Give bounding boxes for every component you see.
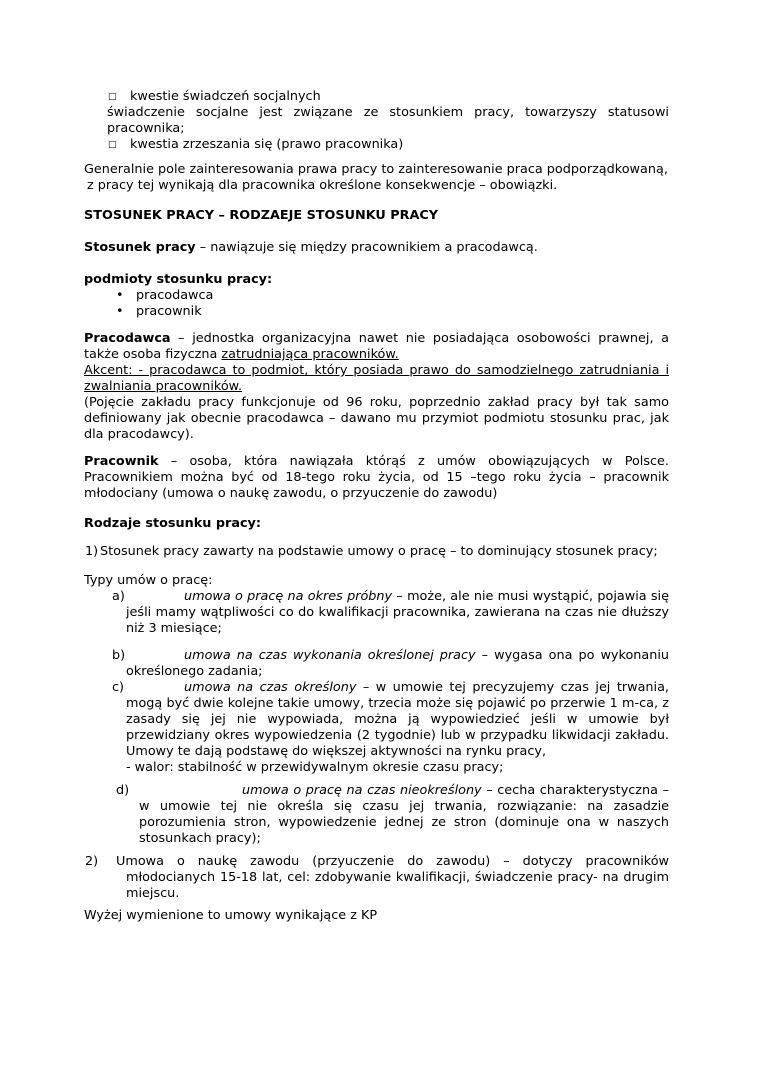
square-bullet-icon: □ (108, 92, 117, 102)
bullet-item-text: kwestie świadczeń socjalnych (130, 89, 321, 104)
subheading-rodzaje: Rodzaje stosunku pracy: (84, 516, 262, 531)
item-text: Umowa o naukę zawodu (przyuczenie do zawodu) – dotyczy pracowników młodocianych 15-18 lat, cel: zdobywanie kwalifikacji, świadczenie pracy- na drugim miejscu. (116, 854, 669, 901)
item-number: 1) (85, 544, 99, 559)
numbered-item-2 (85, 854, 669, 902)
item-letter: a) (112, 589, 125, 604)
paragraph-pracownik (84, 454, 669, 502)
subheading-podmioty: podmioty stosunku pracy: (84, 272, 273, 287)
contract-name: umowa o pracę na okres próbny (184, 589, 393, 604)
numbered-item-1 (85, 544, 669, 560)
definition-term: Pracodawca (84, 331, 171, 346)
intro-line-2: z pracy tej wynikają dla pracownika określone konsekwencje – obowiązki. (87, 178, 558, 193)
parenthetical-note: (Pojęcie zakładu pracy funkcjonuje od 96 roku, poprzednio zakład pracy był tak samo definiowany jak obecnie pracodawca – dawano mu przymiot podmiotu stosunku prac, jak dla pracodawcy). (84, 395, 669, 442)
section-heading: STOSUNEK PRACY – RODZAEJE STOSUNKU PRACY (84, 208, 439, 223)
paragraph-pracodawca (84, 331, 669, 443)
list-item-pracodawca (116, 288, 669, 304)
list-item-text: pracodawca (136, 288, 214, 303)
definition-text: – nawiązuje się między pracownikiem a pracodawcą. (195, 240, 538, 255)
definition-text: – osoba, która nawiązała którąś z umów obowiązujących w Polsce. Pracownikiem można być od 18-tego roku życia, od 15 –tego roku życia – pracownik młodociany (umowa o naukę zawodu, o przyuczenie do zawodu) (84, 454, 669, 501)
paragraph-typy-umow: Typy umów o pracę: (84, 573, 213, 588)
dot-bullet-icon: • (116, 288, 124, 303)
definition-text: – jednostka organizacyjna nawet nie posiadająca osobowości prawnej, a także osoba fizyczna (84, 331, 669, 362)
letter-item-b (112, 648, 669, 680)
item-letter: c) (112, 680, 125, 695)
contract-desc: – wygasa ona po wykonaniu określonego zadania; (126, 648, 669, 679)
letter-item-c (112, 680, 669, 776)
contract-desc: – może, ale nie musi wystąpić, pojawia się jeśli mamy wątpliwości co do kwalifikacji pracownika, zawierana na czas nie dłuższy niż 3 miesiące; (126, 589, 669, 636)
contract-extra-note: - walor: stabilność w przewidywalnym okresie czasu pracy; (126, 760, 504, 775)
contract-name: umowa na czas wykonania określonej pracy (184, 648, 476, 663)
closing-note: Wyżej wymienione to umowy wynikające z KP (84, 908, 378, 923)
definition-term: Stosunek pracy (84, 240, 196, 255)
letter-item-a (112, 589, 669, 637)
intro-line-1: Generalnie pole zainteresowania prawa pracy to zainteresowanie praca podporządkowaną, (84, 162, 668, 177)
underlined-accent: Akcent: - pracodawca to podmiot, który posiada prawo do samodzielnego zatrudniania i zwalniania pracowników. (84, 363, 669, 394)
dot-bullet-icon: • (116, 304, 124, 319)
contract-name: umowa o pracę na czas nieokreślony (242, 783, 482, 798)
bullet-item-note: świadczenie socjalne jest związane ze stosunkiem pracy, towarzyszy statusowi pracownika; (107, 105, 669, 136)
item-letter: d) (116, 783, 130, 798)
intro-paragraph (84, 162, 669, 194)
underlined-text: zatrudniająca pracowników. (221, 347, 399, 362)
list-item-text: pracownik (136, 304, 202, 319)
list-item-pracownik (116, 304, 669, 320)
item-text: Stosunek pracy zawarty na podstawie umowy o pracę – to dominujący stosunek pracy; (100, 544, 658, 559)
contract-name: umowa na czas określony (184, 680, 357, 695)
contract-desc: – w umowie tej precyzujemy czas jej trwania, mogą być dwie kolejne takie umowy, trzecia może się pojawić po przerwie 1 m-ca, z zasady się jej nie wypowiada, można ją wypowiedzieć jeśli w umowie był przewidziany okres wypowiedzenia (2 tygodnie) lub w przypadku likwidacji zakładu. Umowy te dają podstawę do większej aktywności na rynku pracy, (126, 680, 669, 759)
square-bullet-icon: □ (108, 140, 117, 150)
item-number: 2) (85, 854, 99, 869)
bullet-item-zrzeszanie (108, 137, 669, 153)
bullet-item-swiadczenia (108, 89, 669, 105)
letter-item-d (116, 783, 669, 847)
bullet-item-text: kwestia zrzeszania się (prawo pracownika) (130, 137, 404, 152)
definition-term: Pracownik (84, 454, 159, 469)
item-letter: b) (112, 648, 126, 663)
contract-desc: – cecha charakterystyczna – w umowie tej nie określa się czasu jej trwania, rozwiązanie: na zasadzie porozumienia stron, wypowiedzenie jednej ze stron (dominuje ona w naszych stosunkach pracy); (139, 783, 669, 846)
definition-stosunek-pracy (84, 240, 669, 256)
